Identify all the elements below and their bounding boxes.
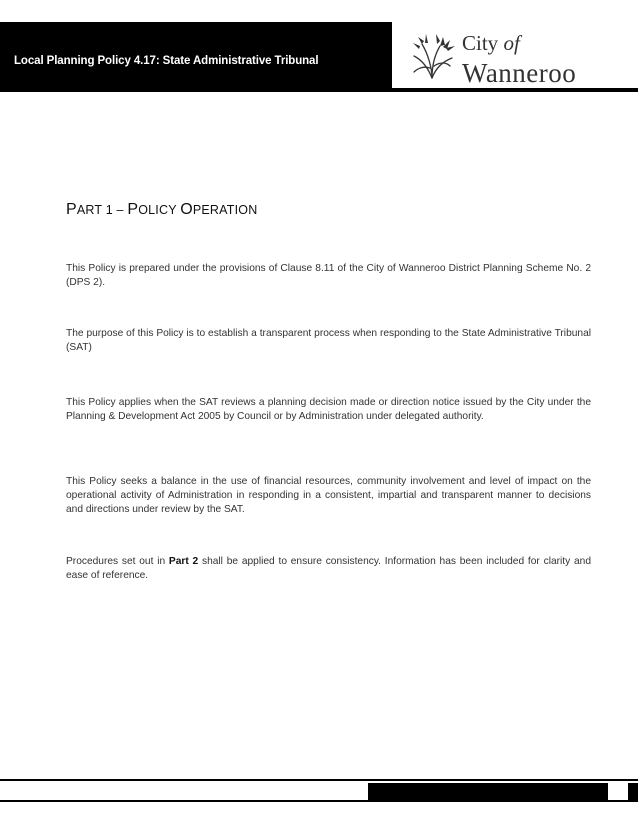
part-2-reference: Part 2 xyxy=(168,556,199,567)
footer-band xyxy=(368,783,608,801)
footer-rule-top xyxy=(0,779,638,781)
footer-rule-bottom xyxy=(0,800,638,802)
paragraph-policy-provisions: This Policy is prepared under the provisions of Clause 8.11 of the City of Wanneroo District Planning Scheme No. 2 (DPS 2). xyxy=(66,263,591,288)
paragraph-procedures: Procedures set out in Part 2 shall be applied to ensure consistency. Information has been included for clarity and ease of reference. xyxy=(66,556,591,581)
paragraph-policy-purpose: The purpose of this Policy is to establish a transparent process when responding to the State Administrative Tribunal (SAT) xyxy=(66,328,591,353)
document-title: Local Planning Policy 4.17: State Administrative Tribunal xyxy=(14,55,319,67)
paragraph-policy-application: This Policy applies when the SAT reviews a planning decision made or direction notice issued by the City under the Planning & Development Act 2005 by Council or by Administration under delegated authority. xyxy=(66,397,591,422)
footer-band-end xyxy=(628,783,638,801)
section-heading: PART 1 – POLICY OPERATION xyxy=(66,201,258,218)
logo-wanneroo-text: Wanneroo xyxy=(462,58,577,88)
wanneroo-plant-icon xyxy=(410,28,456,82)
city-logo xyxy=(392,22,638,88)
logo-city-text: City of xyxy=(462,31,520,55)
paragraph-policy-balance: This Policy seeks a balance in the use of financial resources, community involvement and level of impact on the operational activity of Administration in responding in a consistent, impartial and transparent manner to decisions and directions under review by the SAT. xyxy=(66,476,591,515)
